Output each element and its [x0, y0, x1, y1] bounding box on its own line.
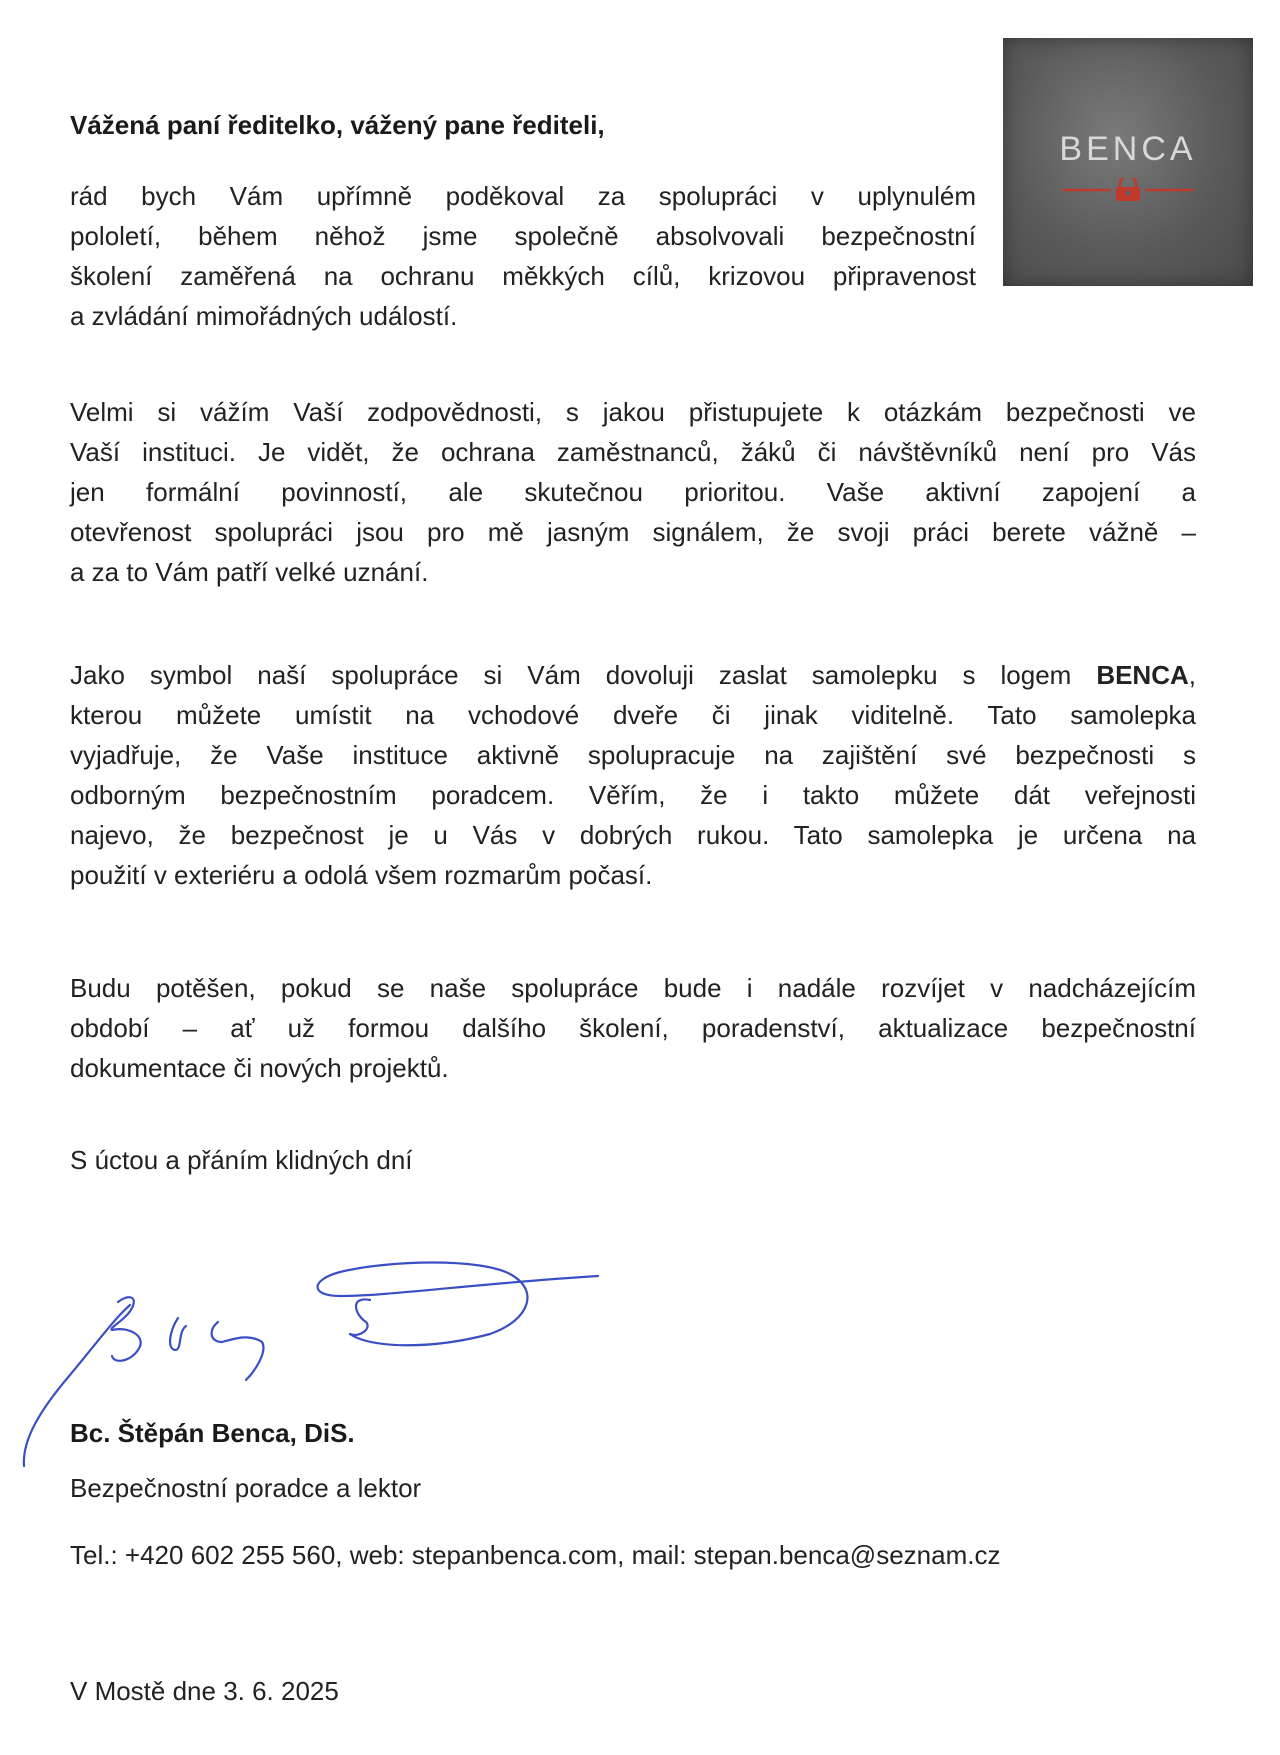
benca-logo — [1003, 38, 1253, 286]
line-text: , — [1188, 660, 1196, 690]
paragraph-appreciation — [70, 392, 1196, 592]
paragraph-line: Vaší instituci. Je vidět, že ochrana zaměstnanců, žáků či návštěvníků není pro Vás — [70, 437, 1196, 467]
paragraph-line: rád bych Vám upřímně poděkoval za spolupráci v uplynulém — [70, 181, 976, 211]
paragraph-line: a zvládání mimořádných událostí. — [70, 301, 458, 331]
paragraph-line: vyjadřuje, že Vaše instituce aktivně spolupracuje na zajištění své bezpečnosti s — [70, 740, 1196, 770]
closing-line: S úctou a přáním klidných dní — [70, 1145, 413, 1175]
paragraph-line — [70, 655, 1196, 695]
paragraph-line: Budu potěšen, pokud se naše spolupráce bude i nadále rozvíjet v nadcházejícím — [70, 973, 1196, 1003]
brand-name-bold: BENCA — [1096, 660, 1189, 690]
paragraph-line: období – ať už formou dalšího školení, poradenství, aktualizace bezpečnostní — [70, 1013, 1196, 1043]
author-name: Bc. Štěpán Benca, DiS. — [70, 1418, 355, 1448]
paragraph-line: kterou můžete umístit na vchodové dveře či jinak viditelně. Tato samolepka — [70, 700, 1196, 730]
author-role: Bezpečnostní poradce a lektor — [70, 1473, 422, 1503]
paragraph-line: Velmi si vážím Vaší zodpovědnosti, s jakou přistupujete k otázkám bezpečnosti ve — [70, 397, 1196, 427]
contact-line: Tel.: +420 602 255 560, web: stepanbenca.com, mail: stepan.benca@seznam.cz — [70, 1540, 1001, 1570]
paragraph-line: a za to Vám patří velké uznání. — [70, 557, 429, 587]
paragraph-line: použití v exteriéru a odolá všem rozmarům počasí. — [70, 860, 653, 890]
padlock-emblem-icon — [1003, 178, 1253, 202]
place-and-date: V Mostě dne 3. 6. 2025 — [70, 1676, 339, 1706]
paragraph-line: najevo, že bezpečnost je u Vás v dobrých rukou. Tato samolepka je určena na — [70, 820, 1196, 850]
paragraph-future — [70, 968, 1196, 1088]
paragraph-line: dokumentace či nových projektů. — [70, 1053, 449, 1083]
paragraph-line: školení zaměřená na ochranu měkkých cílů, krizovou připravenost — [70, 261, 976, 291]
line-text: Jako symbol naší spolupráce si Vám dovoluji zaslat samolepku s logem — [70, 660, 1097, 690]
logo-wordmark: BENCA — [1059, 130, 1197, 168]
paragraph-line: jen formální povinností, ale skutečnou prioritou. Vaše aktivní zapojení a — [70, 477, 1196, 507]
paragraph-line: otevřenost spolupráci jsou pro mě jasným signálem, že svoji práci berete vážně – — [70, 517, 1196, 547]
paragraph-thanks — [70, 176, 976, 336]
paragraph-sticker — [70, 655, 1196, 895]
paragraph-line: odborným bezpečnostním poradcem. Věřím, že i takto můžete dát veřejnosti — [70, 780, 1196, 810]
salutation: Vážená paní ředitelko, vážený pane řediteli, — [70, 110, 605, 140]
paragraph-line: pololetí, během něhož jsme společně absolvovali bezpečnostní — [70, 221, 976, 251]
